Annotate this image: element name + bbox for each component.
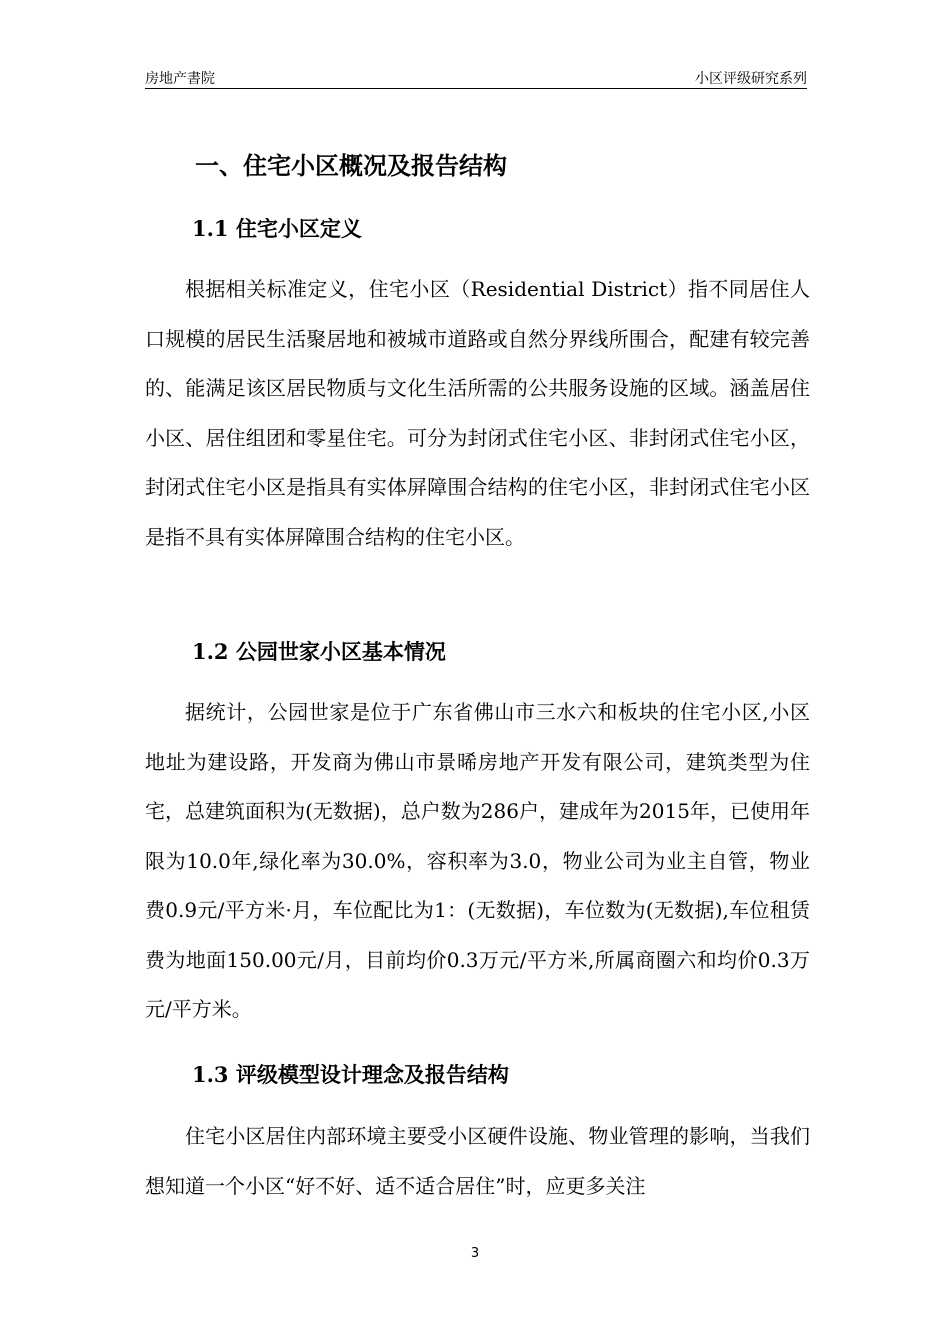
section-heading-1-2: 1.2 公园世家小区基本情况 <box>192 639 446 664</box>
section-heading-1-1: 1.1 住宅小区定义 <box>192 216 362 241</box>
section-heading-1-3: 1.3 评级模型设计理念及报告结构 <box>192 1062 509 1087</box>
page-number: 3 <box>470 1246 480 1261</box>
header-publisher: 房地产書院 <box>145 71 215 87</box>
page-header <box>145 66 807 89</box>
section-paragraph-1-2: 据统计，公园世家是位于广东省佛山市三水六和板块的住宅小区,小区地址为建设路，开发商为佛山市景晞房地产开发有限公司，建筑类型为住宅，总建筑面积为(无数据)，总户数为286户，建成年为2015年，已使用年限为10.0年,绿化率为30.0%，容积率为3.0，物业公司为业主自管，物业费0.9元/平方米·月，车位配比为1：(无数据)，车位数为(无数据),车位租赁费为地面150.00元/月，目前均价0.3万元/平方米,所属商圈六和均价0.3万元/平方米。 <box>145 700 810 1021</box>
header-series-title: 小区评级研究系列 <box>695 71 807 87</box>
section-paragraph-1-3: 住宅小区居住内部环境主要受小区硬件设施、物业管理的影响，当我们想知道一个小区“好不好、适不适合居住”时，应更多关注 <box>145 1124 810 1198</box>
section-paragraph-1-1: 根据相关标准定义，住宅小区（Residential District）指不同居住人口规模的居民生活聚居地和被城市道路或自然分界线所围合，配建有较完善的、能满足该区居民物质与文化生活所需的公共服务设施的区域。涵盖居住小区、居住组团和零星住宅。可分为封闭式住宅小区、非封闭式住宅小区，封闭式住宅小区是指具有实体屏障围合结构的住宅小区，非封闭式住宅小区是指不具有实体屏障围合结构的住宅小区。 <box>145 277 810 549</box>
chapter-title: 一、住宅小区概况及报告结构 <box>195 151 507 180</box>
